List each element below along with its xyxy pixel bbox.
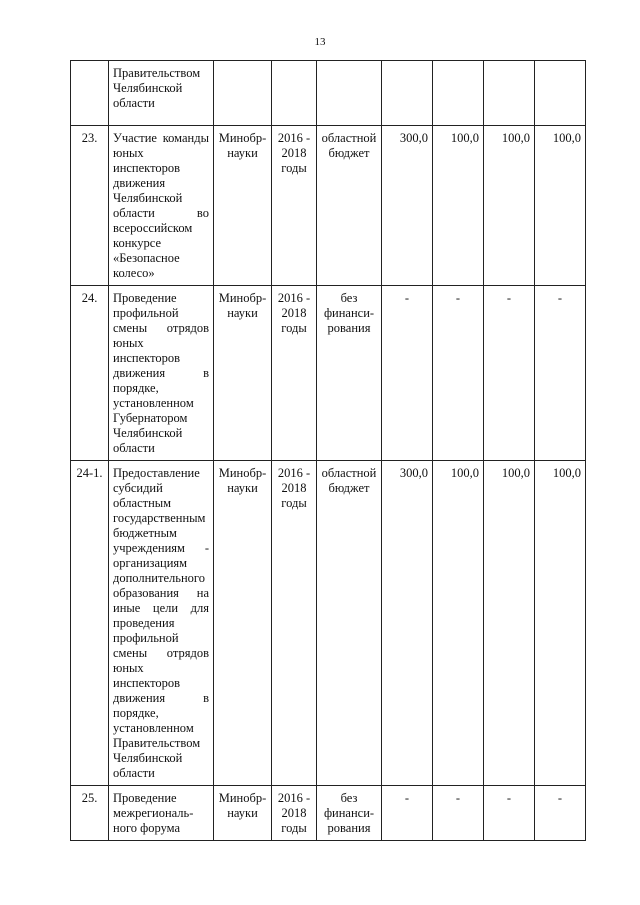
funding-source: областной бюджет <box>317 126 382 286</box>
amount-2018: 100,0 <box>535 126 586 286</box>
funding-source: без финанси-рования <box>317 786 382 841</box>
total-amount: - <box>382 786 433 841</box>
amount-2017: - <box>484 286 535 461</box>
table-row <box>71 786 586 841</box>
total-amount: 300,0 <box>382 126 433 286</box>
amount-2016: 100,0 <box>433 126 484 286</box>
amount-2018: - <box>535 286 586 461</box>
amount-2018 <box>535 61 586 126</box>
table-row <box>71 286 586 461</box>
amount-2018: - <box>535 786 586 841</box>
amount-2017 <box>484 61 535 126</box>
table-row <box>71 61 586 126</box>
implementation-period: 2016 - 2018 годы <box>272 286 317 461</box>
row-number: 24-1. <box>71 461 109 786</box>
responsible-ministry: Минобр-науки <box>214 786 272 841</box>
amount-2017: 100,0 <box>484 461 535 786</box>
program-table <box>70 60 586 841</box>
row-number <box>71 61 109 126</box>
implementation-period: 2016 - 2018 годы <box>272 461 317 786</box>
amount-2017: - <box>484 786 535 841</box>
implementation-period: 2016 - 2018 годы <box>272 126 317 286</box>
total-amount: 300,0 <box>382 461 433 786</box>
row-number: 24. <box>71 286 109 461</box>
responsible-ministry: Минобр-науки <box>214 461 272 786</box>
event-name: Участие команды юных инспекторов движения Челябинской области во всероссийском конкурсе «Безопасное колесо» <box>109 126 214 286</box>
amount-2016: 100,0 <box>433 461 484 786</box>
funding-source: без финанси-рования <box>317 286 382 461</box>
amount-2016: - <box>433 286 484 461</box>
total-amount: - <box>382 286 433 461</box>
table-row <box>71 126 586 286</box>
funding-source <box>317 61 382 126</box>
implementation-period <box>272 61 317 126</box>
amount-2017: 100,0 <box>484 126 535 286</box>
amount-2016: - <box>433 786 484 841</box>
row-number: 23. <box>71 126 109 286</box>
implementation-period: 2016 - 2018 годы <box>272 786 317 841</box>
event-name: Проведение профильной смены отрядов юных инспекторов движения в порядке, установленном Губернатором Челябинской области <box>109 286 214 461</box>
responsible-ministry: Минобр-науки <box>214 126 272 286</box>
event-name: Проведение межрегиональ-ного форума <box>109 786 214 841</box>
responsible-ministry: Минобр-науки <box>214 286 272 461</box>
amount-2018: 100,0 <box>535 461 586 786</box>
page-number: 13 <box>314 36 326 48</box>
event-name: Правительством Челябинской области <box>109 61 214 126</box>
funding-source: областной бюджет <box>317 461 382 786</box>
total-amount <box>382 61 433 126</box>
row-number: 25. <box>71 786 109 841</box>
event-name: Предоставление субсидий областным государственным бюджетным учреждениям - организациям дополнительного образования на иные цели для проведения профильной смены отрядов юных инспекторов движения в порядке, установленном Правительством Челябинской области <box>109 461 214 786</box>
amount-2016 <box>433 61 484 126</box>
table-row <box>71 461 586 786</box>
responsible-ministry <box>214 61 272 126</box>
